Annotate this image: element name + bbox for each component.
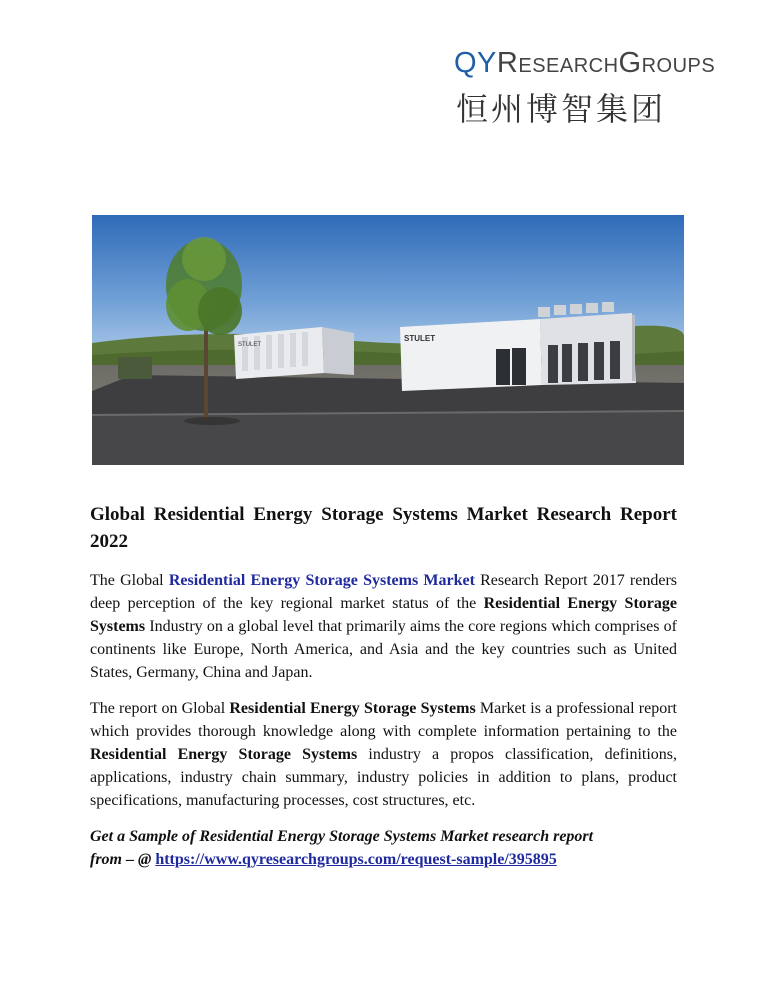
details-text-3: industry a propos classification, definitions, applications, industry chain summary, industry policies in addition to plans, product specifications, manufacturing processes, cost structures, etc. bbox=[90, 746, 678, 809]
sample-prefix: from – @ bbox=[90, 851, 156, 868]
details-paragraph bbox=[90, 697, 677, 812]
logo-wordmark-prefix: QY bbox=[454, 47, 497, 79]
logo-chinese-name: 恒州博智集团 bbox=[456, 90, 667, 128]
company-logo bbox=[454, 40, 716, 132]
energy-storage-photo-illustration bbox=[92, 215, 684, 465]
container-label-1: STULET bbox=[238, 342, 262, 348]
intro-text-1: The Global bbox=[90, 572, 169, 589]
details-bold-2: Residential Energy Storage Systems bbox=[90, 746, 358, 763]
sample-line-1: Get a Sample of Residential Energy Storage Systems Market research report bbox=[90, 828, 594, 845]
intro-bold-1: Residential Energy Storage Systems bbox=[90, 595, 677, 635]
report-title: Global Residential Energy Storage Systems Market Research Report 2022 bbox=[90, 504, 677, 552]
details-bold-1: Residential Energy Storage Systems bbox=[229, 700, 476, 717]
logo-wordmark bbox=[454, 46, 715, 80]
sample-request bbox=[90, 825, 677, 871]
details-text-1: The report on Global bbox=[90, 700, 230, 717]
intro-text-3: Industry on a global level that primarily aims the core regions which comprises of continents like Europe, North America, and Asia and the key countries such as United States, Germany, China and Japan. bbox=[90, 618, 677, 681]
details-text-2: Market is a professional report which provides thorough knowledge along with complete information pertaining to the bbox=[90, 700, 677, 740]
report-body bbox=[90, 501, 677, 871]
energy-storage-photo bbox=[92, 215, 684, 465]
sample-request-link[interactable]: https://www.qyresearchgroups.com/request-sample/395895 bbox=[155, 851, 557, 868]
logo-wordmark-rest: ResearchGroups bbox=[496, 47, 716, 79]
container-label-2: STULET bbox=[404, 334, 436, 343]
intro-paragraph bbox=[90, 569, 677, 684]
intro-text-2: Research Report 2017 renders deep perception of the key regional market status of the bbox=[90, 572, 678, 612]
market-link[interactable]: Residential Energy Storage Systems Market bbox=[168, 572, 475, 589]
